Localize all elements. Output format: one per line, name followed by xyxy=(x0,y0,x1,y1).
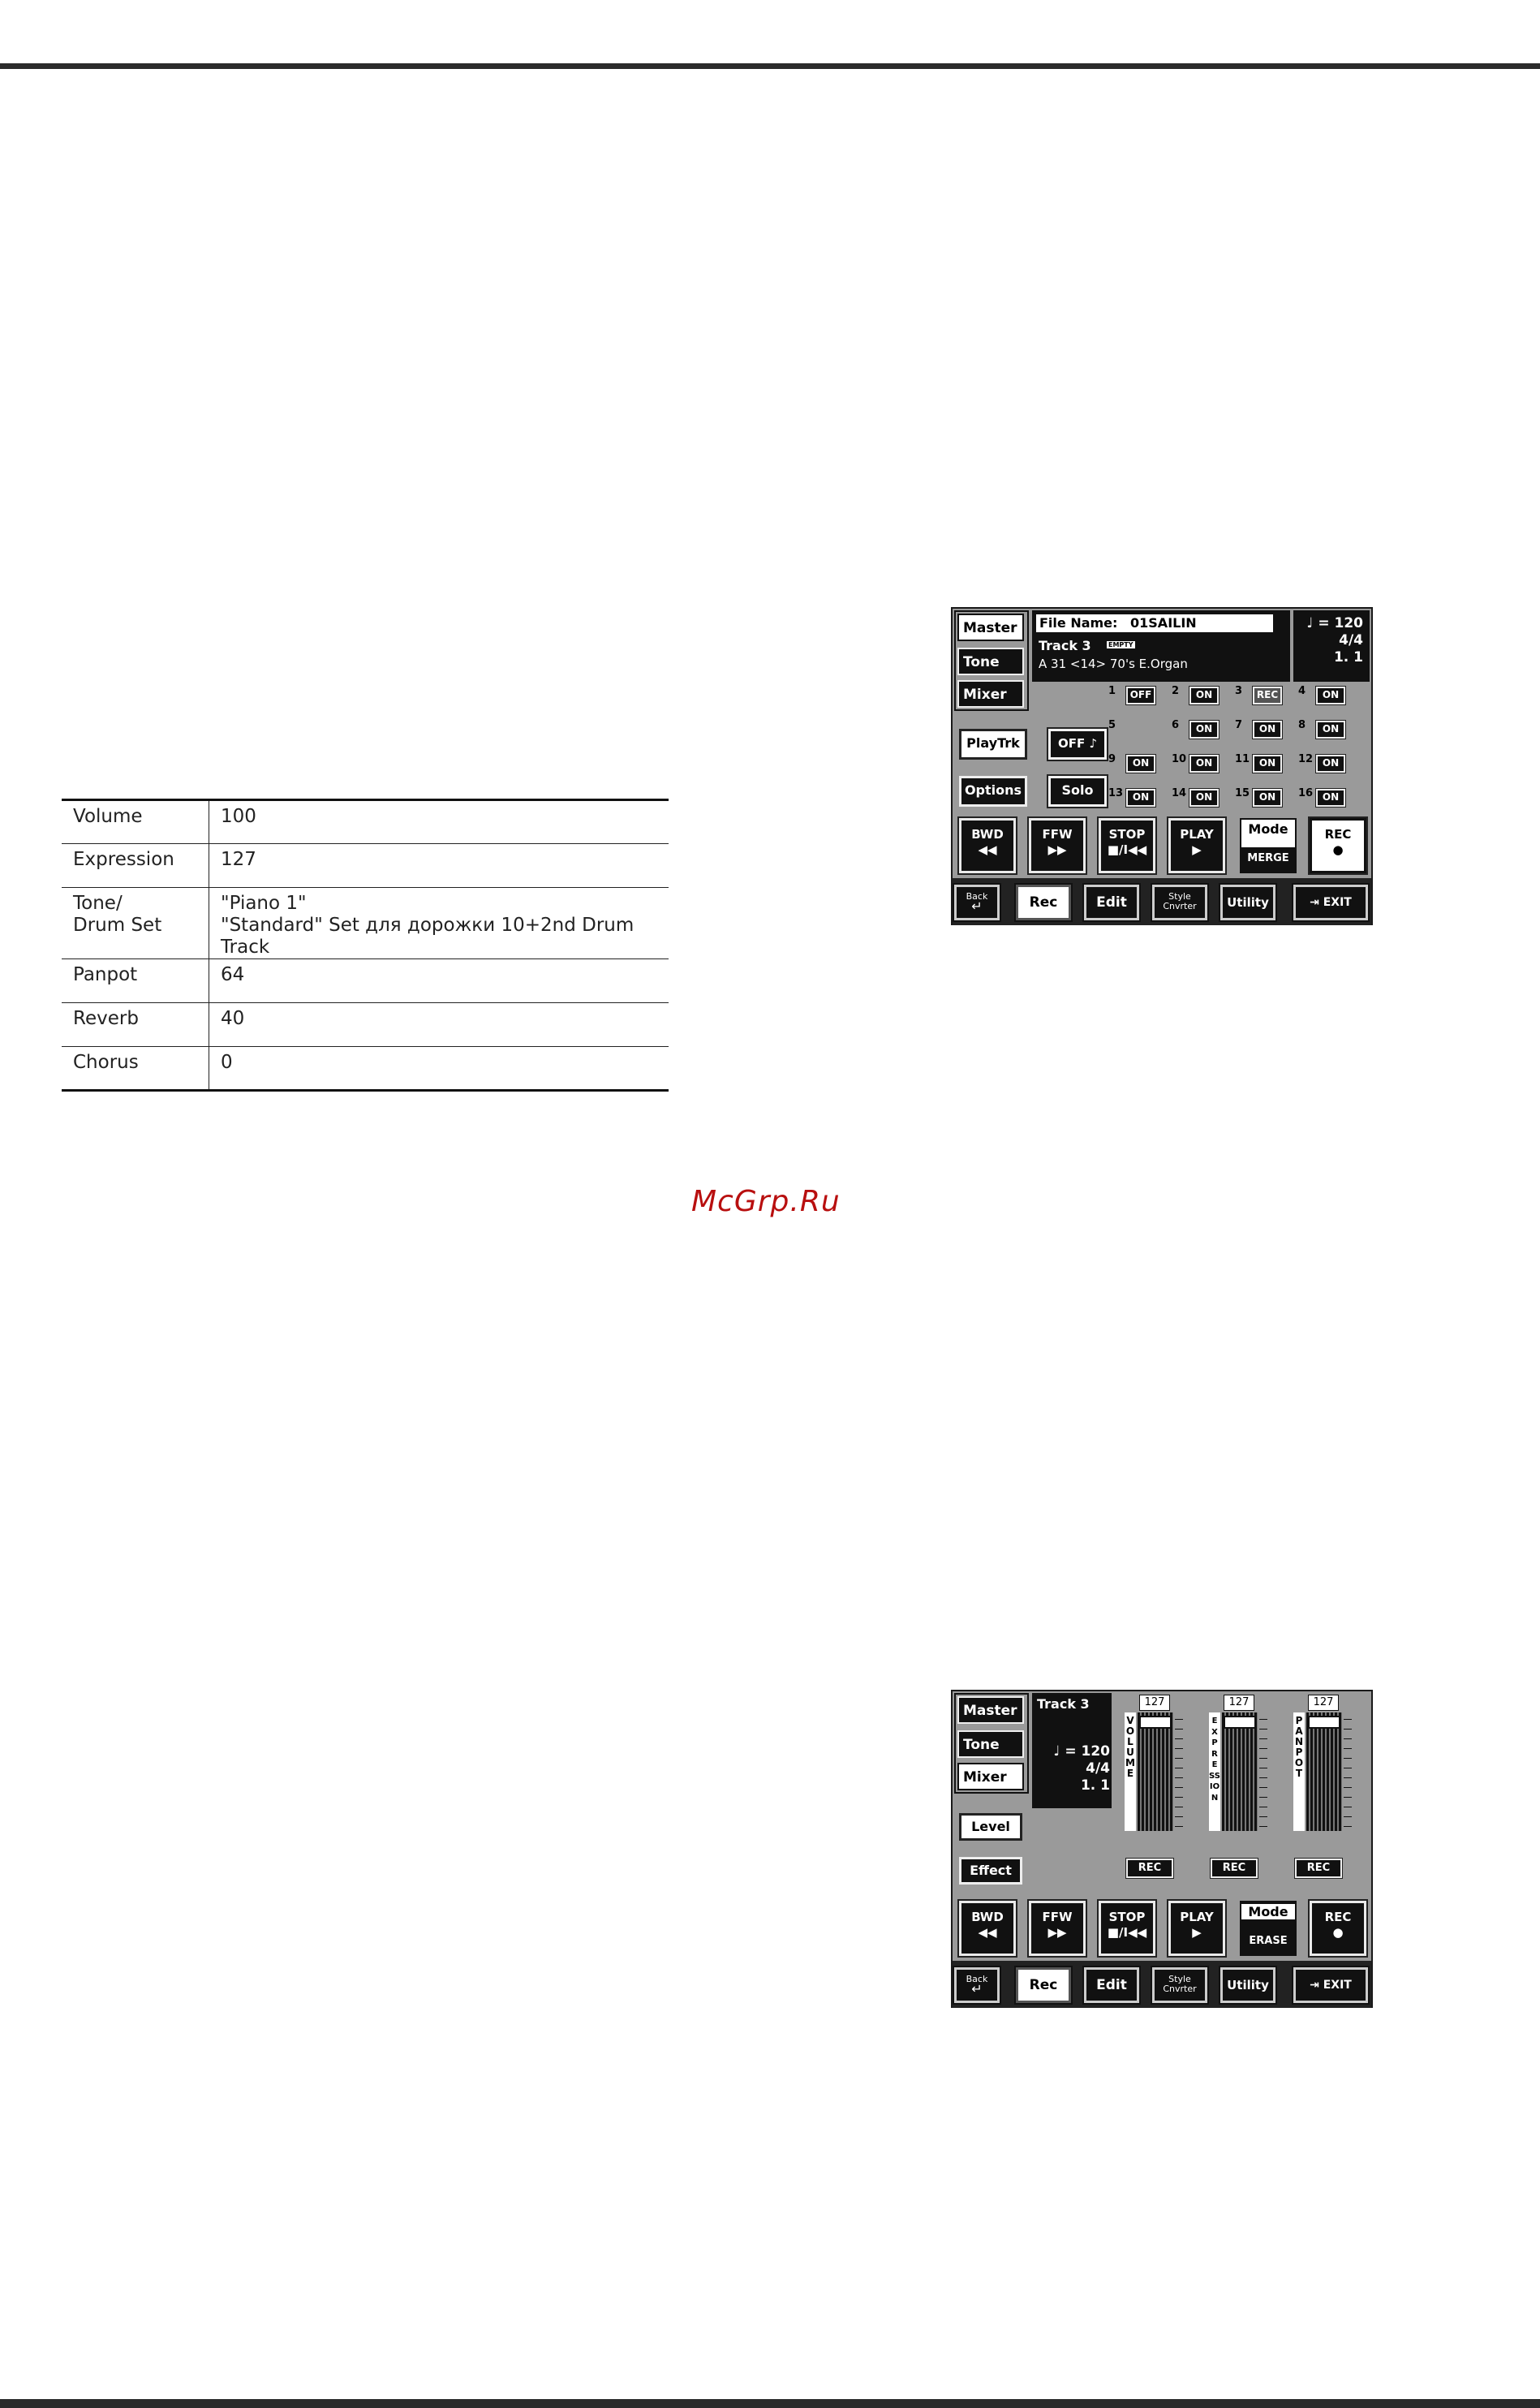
mode-value: MERGE xyxy=(1241,847,1295,872)
table-row xyxy=(62,1003,669,1047)
table-row xyxy=(62,844,669,888)
channel-number: 10 xyxy=(1172,753,1187,765)
exit-label: EXIT xyxy=(1323,1979,1352,1992)
record-icon: ● xyxy=(1332,842,1344,857)
stop-button[interactable] xyxy=(1099,818,1155,873)
mode-button[interactable] xyxy=(1240,1901,1297,1956)
style-converter-button[interactable]: Style Cnvrter xyxy=(1152,1967,1207,2003)
channel-number: 12 xyxy=(1298,753,1314,765)
channel-number: 5 xyxy=(1108,719,1116,731)
rec-button[interactable] xyxy=(1310,818,1366,873)
rec-tab-button[interactable]: Rec xyxy=(1016,1967,1071,2003)
exit-label: EXIT xyxy=(1323,896,1352,909)
play-icon: ▶ xyxy=(1192,1925,1202,1940)
tempo-panel xyxy=(1037,1743,1110,1794)
position: 1. 1 xyxy=(1333,649,1363,666)
channel-6-button[interactable]: ON xyxy=(1189,721,1219,739)
param-value: 40 xyxy=(209,1003,669,1047)
channel-number: 16 xyxy=(1298,787,1314,799)
playtrk-button[interactable]: PlayTrk xyxy=(959,729,1027,760)
return-icon: ↵ xyxy=(971,1981,983,1997)
tempo-value: = 120 xyxy=(1065,1743,1110,1760)
rec-tab-button[interactable]: Rec xyxy=(1016,885,1071,920)
channel-14-button[interactable]: ON xyxy=(1189,789,1219,807)
fader-value: 127 xyxy=(1308,1695,1339,1711)
stop-label: STOP xyxy=(1108,1910,1146,1924)
note-icon: ♩ xyxy=(1053,1743,1060,1760)
watermark: McGrp.Ru xyxy=(691,1185,841,1218)
utility-button[interactable]: Utility xyxy=(1220,1967,1275,2003)
tab-master[interactable]: Master xyxy=(957,614,1024,641)
bwd-label: BWD xyxy=(971,827,1004,842)
channel-16-button[interactable]: ON xyxy=(1316,789,1345,807)
channel-10-button[interactable]: ON xyxy=(1189,755,1219,773)
panpot-rec-button[interactable]: REC xyxy=(1295,1859,1342,1878)
fader-track xyxy=(1222,1712,1258,1831)
channel-15-button[interactable]: ON xyxy=(1253,789,1282,807)
rewind-icon: ◀◀ xyxy=(978,1925,997,1940)
channel-3-button[interactable]: REC xyxy=(1253,687,1282,704)
utility-button[interactable]: Utility xyxy=(1220,885,1275,920)
tab-tone[interactable]: Tone xyxy=(957,1730,1024,1758)
fader-knob[interactable] xyxy=(1224,1716,1256,1729)
rec-label: REC xyxy=(1324,827,1352,842)
volume-rec-button[interactable]: REC xyxy=(1126,1859,1173,1878)
param-value: 100 xyxy=(209,800,669,844)
exit-button[interactable] xyxy=(1293,885,1368,920)
fader-scale xyxy=(1259,1719,1267,1829)
fader-value: 127 xyxy=(1139,1695,1170,1711)
track-status-badge: EMPTY xyxy=(1108,641,1133,648)
table-row xyxy=(62,888,669,959)
param-value: "Piano 1" "Standard" Set для дорожки 10+2nd Drum Track xyxy=(209,888,669,959)
track-label: Track 3 xyxy=(1039,638,1091,653)
transport-bar xyxy=(953,1901,1371,1959)
channel-number: 11 xyxy=(1235,753,1250,765)
channel-11-button[interactable]: ON xyxy=(1253,755,1282,773)
channel-2-button[interactable]: ON xyxy=(1189,687,1219,704)
expression-rec-button[interactable]: REC xyxy=(1211,1859,1258,1878)
fader-label: EXPRESSION xyxy=(1209,1712,1220,1831)
ffw-button[interactable] xyxy=(1029,818,1086,873)
play-label: PLAY xyxy=(1180,1910,1214,1924)
channel-13-button[interactable]: ON xyxy=(1126,789,1155,807)
fader-scale xyxy=(1344,1719,1352,1829)
metronome-state: OFF xyxy=(1057,736,1086,751)
note-icon: ♩ xyxy=(1306,615,1314,631)
edit-button[interactable]: Edit xyxy=(1084,1967,1139,2003)
channel-number: 4 xyxy=(1298,685,1306,697)
options-button[interactable]: Options xyxy=(959,776,1027,807)
channel-12-button[interactable]: ON xyxy=(1316,755,1345,773)
exit-button[interactable] xyxy=(1293,1967,1368,2003)
fader-label: PANPOT xyxy=(1293,1712,1305,1831)
mode-button[interactable] xyxy=(1240,818,1297,873)
edit-button[interactable]: Edit xyxy=(1084,885,1139,920)
fader-knob[interactable] xyxy=(1139,1716,1172,1729)
metronome-off-button[interactable] xyxy=(1048,729,1107,760)
param-name: Chorus xyxy=(62,1047,209,1091)
channel-number: 1 xyxy=(1108,685,1116,697)
fast-forward-icon: ▶▶ xyxy=(1047,842,1067,857)
bwd-button[interactable] xyxy=(959,818,1016,873)
transport-bar xyxy=(953,818,1371,877)
channel-9-button[interactable]: ON xyxy=(1126,755,1155,773)
channel-8-button[interactable]: ON xyxy=(1316,721,1345,739)
param-value: 64 xyxy=(209,959,669,1003)
file-name: 01SAILIN xyxy=(1130,615,1197,631)
back-label: Back xyxy=(966,1974,988,1984)
tab-master[interactable]: Master xyxy=(957,1696,1024,1724)
fader-knob[interactable] xyxy=(1308,1716,1340,1729)
table-row xyxy=(62,1047,669,1091)
fader-label: VOLUME xyxy=(1125,1712,1136,1831)
ffw-label: FFW xyxy=(1042,827,1073,842)
fast-forward-icon: ▶▶ xyxy=(1047,1925,1067,1940)
rewind-icon: ◀◀ xyxy=(978,842,997,857)
default-parameters-table xyxy=(62,799,669,1092)
play-icon: ▶ xyxy=(1192,842,1202,857)
tempo-value: = 120 xyxy=(1318,615,1363,631)
recorder-screen-mixer xyxy=(951,1690,1373,2008)
play-label: PLAY xyxy=(1180,827,1214,842)
time-signature: 4/4 xyxy=(1086,1760,1110,1777)
stop-icon: ■/I◀◀ xyxy=(1107,842,1147,857)
channel-1-button[interactable]: OFF xyxy=(1126,687,1155,704)
param-name: Tone/ Drum Set xyxy=(62,888,209,959)
fader-track xyxy=(1138,1712,1173,1831)
ffw-label: FFW xyxy=(1042,1910,1073,1924)
channel-number: 6 xyxy=(1172,719,1180,731)
table-row xyxy=(62,959,669,1003)
param-name: Panpot xyxy=(62,959,209,1003)
ffw-button[interactable] xyxy=(1029,1901,1086,1956)
channel-4-button[interactable]: ON xyxy=(1316,687,1345,704)
metronome-icon: ♪ xyxy=(1089,736,1098,751)
bottom-nav xyxy=(953,878,1371,925)
tab-mixer[interactable]: Mixer xyxy=(957,680,1024,708)
effect-button[interactable]: Effect xyxy=(959,1857,1022,1885)
stop-button[interactable] xyxy=(1099,1901,1155,1956)
bottom-nav xyxy=(953,1961,1371,2008)
channel-number: 3 xyxy=(1235,685,1243,697)
panpot-fader[interactable] xyxy=(1293,1695,1353,1833)
back-label: Back xyxy=(966,891,988,902)
mode-value: ERASE xyxy=(1241,1930,1295,1954)
fader-track xyxy=(1306,1712,1342,1831)
file-name-box xyxy=(1035,614,1274,633)
style-converter-button[interactable]: Style Cnvrter xyxy=(1152,885,1207,920)
fader-scale xyxy=(1175,1719,1183,1829)
back-button[interactable] xyxy=(954,1967,1000,2003)
rec-label: REC xyxy=(1324,1910,1352,1924)
bwd-label: BWD xyxy=(971,1910,1004,1924)
fader-value: 127 xyxy=(1224,1695,1254,1711)
table-row xyxy=(62,800,669,844)
bwd-button[interactable] xyxy=(959,1901,1016,1956)
param-value: 127 xyxy=(209,844,669,888)
play-button[interactable] xyxy=(1168,1901,1225,1956)
time-signature: 4/4 xyxy=(1339,632,1363,648)
tone-line: A 31 <14> 70's E.Organ xyxy=(1039,657,1188,671)
solo-button[interactable]: Solo xyxy=(1048,776,1107,807)
file-name-label: File Name: xyxy=(1039,615,1118,631)
record-icon: ● xyxy=(1332,1925,1344,1940)
channel-number: 2 xyxy=(1172,685,1180,697)
rec-button[interactable] xyxy=(1310,1901,1366,1956)
level-button[interactable]: Level xyxy=(959,1813,1022,1841)
exit-icon: ⇥ xyxy=(1310,1979,1319,1992)
tab-mixer[interactable]: Mixer xyxy=(957,1763,1024,1790)
volume-fader[interactable] xyxy=(1125,1695,1185,1833)
channel-number: 9 xyxy=(1108,753,1116,765)
stop-icon: ■/I◀◀ xyxy=(1107,1925,1147,1940)
channel-number: 13 xyxy=(1108,787,1124,799)
bottom-rule xyxy=(0,2399,1540,2408)
recorder-screen-main xyxy=(951,607,1373,925)
mode-label: Mode xyxy=(1241,1904,1295,1919)
mode-label: Mode xyxy=(1248,821,1288,837)
channel-7-button[interactable]: ON xyxy=(1253,721,1282,739)
channel-number: 7 xyxy=(1235,719,1243,731)
param-name: Expression xyxy=(62,844,209,888)
position: 1. 1 xyxy=(1080,1777,1110,1794)
param-name: Reverb xyxy=(62,1003,209,1047)
tempo-panel xyxy=(1293,610,1370,682)
param-name: Volume xyxy=(62,800,209,844)
expression-fader[interactable] xyxy=(1209,1695,1269,1833)
return-icon: ↵ xyxy=(971,898,983,914)
top-rule xyxy=(0,63,1540,69)
back-button[interactable] xyxy=(954,885,1000,920)
tab-tone[interactable]: Tone xyxy=(957,648,1024,675)
channel-number: 8 xyxy=(1298,719,1306,731)
channel-number: 15 xyxy=(1235,787,1250,799)
tempo xyxy=(1293,615,1363,632)
play-button[interactable] xyxy=(1168,818,1225,873)
exit-icon: ⇥ xyxy=(1310,896,1319,909)
track-label: Track 3 xyxy=(1037,1696,1090,1712)
stop-label: STOP xyxy=(1108,827,1146,842)
param-value: 0 xyxy=(221,1052,233,1073)
channel-number: 14 xyxy=(1172,787,1187,799)
tempo xyxy=(1037,1743,1110,1760)
